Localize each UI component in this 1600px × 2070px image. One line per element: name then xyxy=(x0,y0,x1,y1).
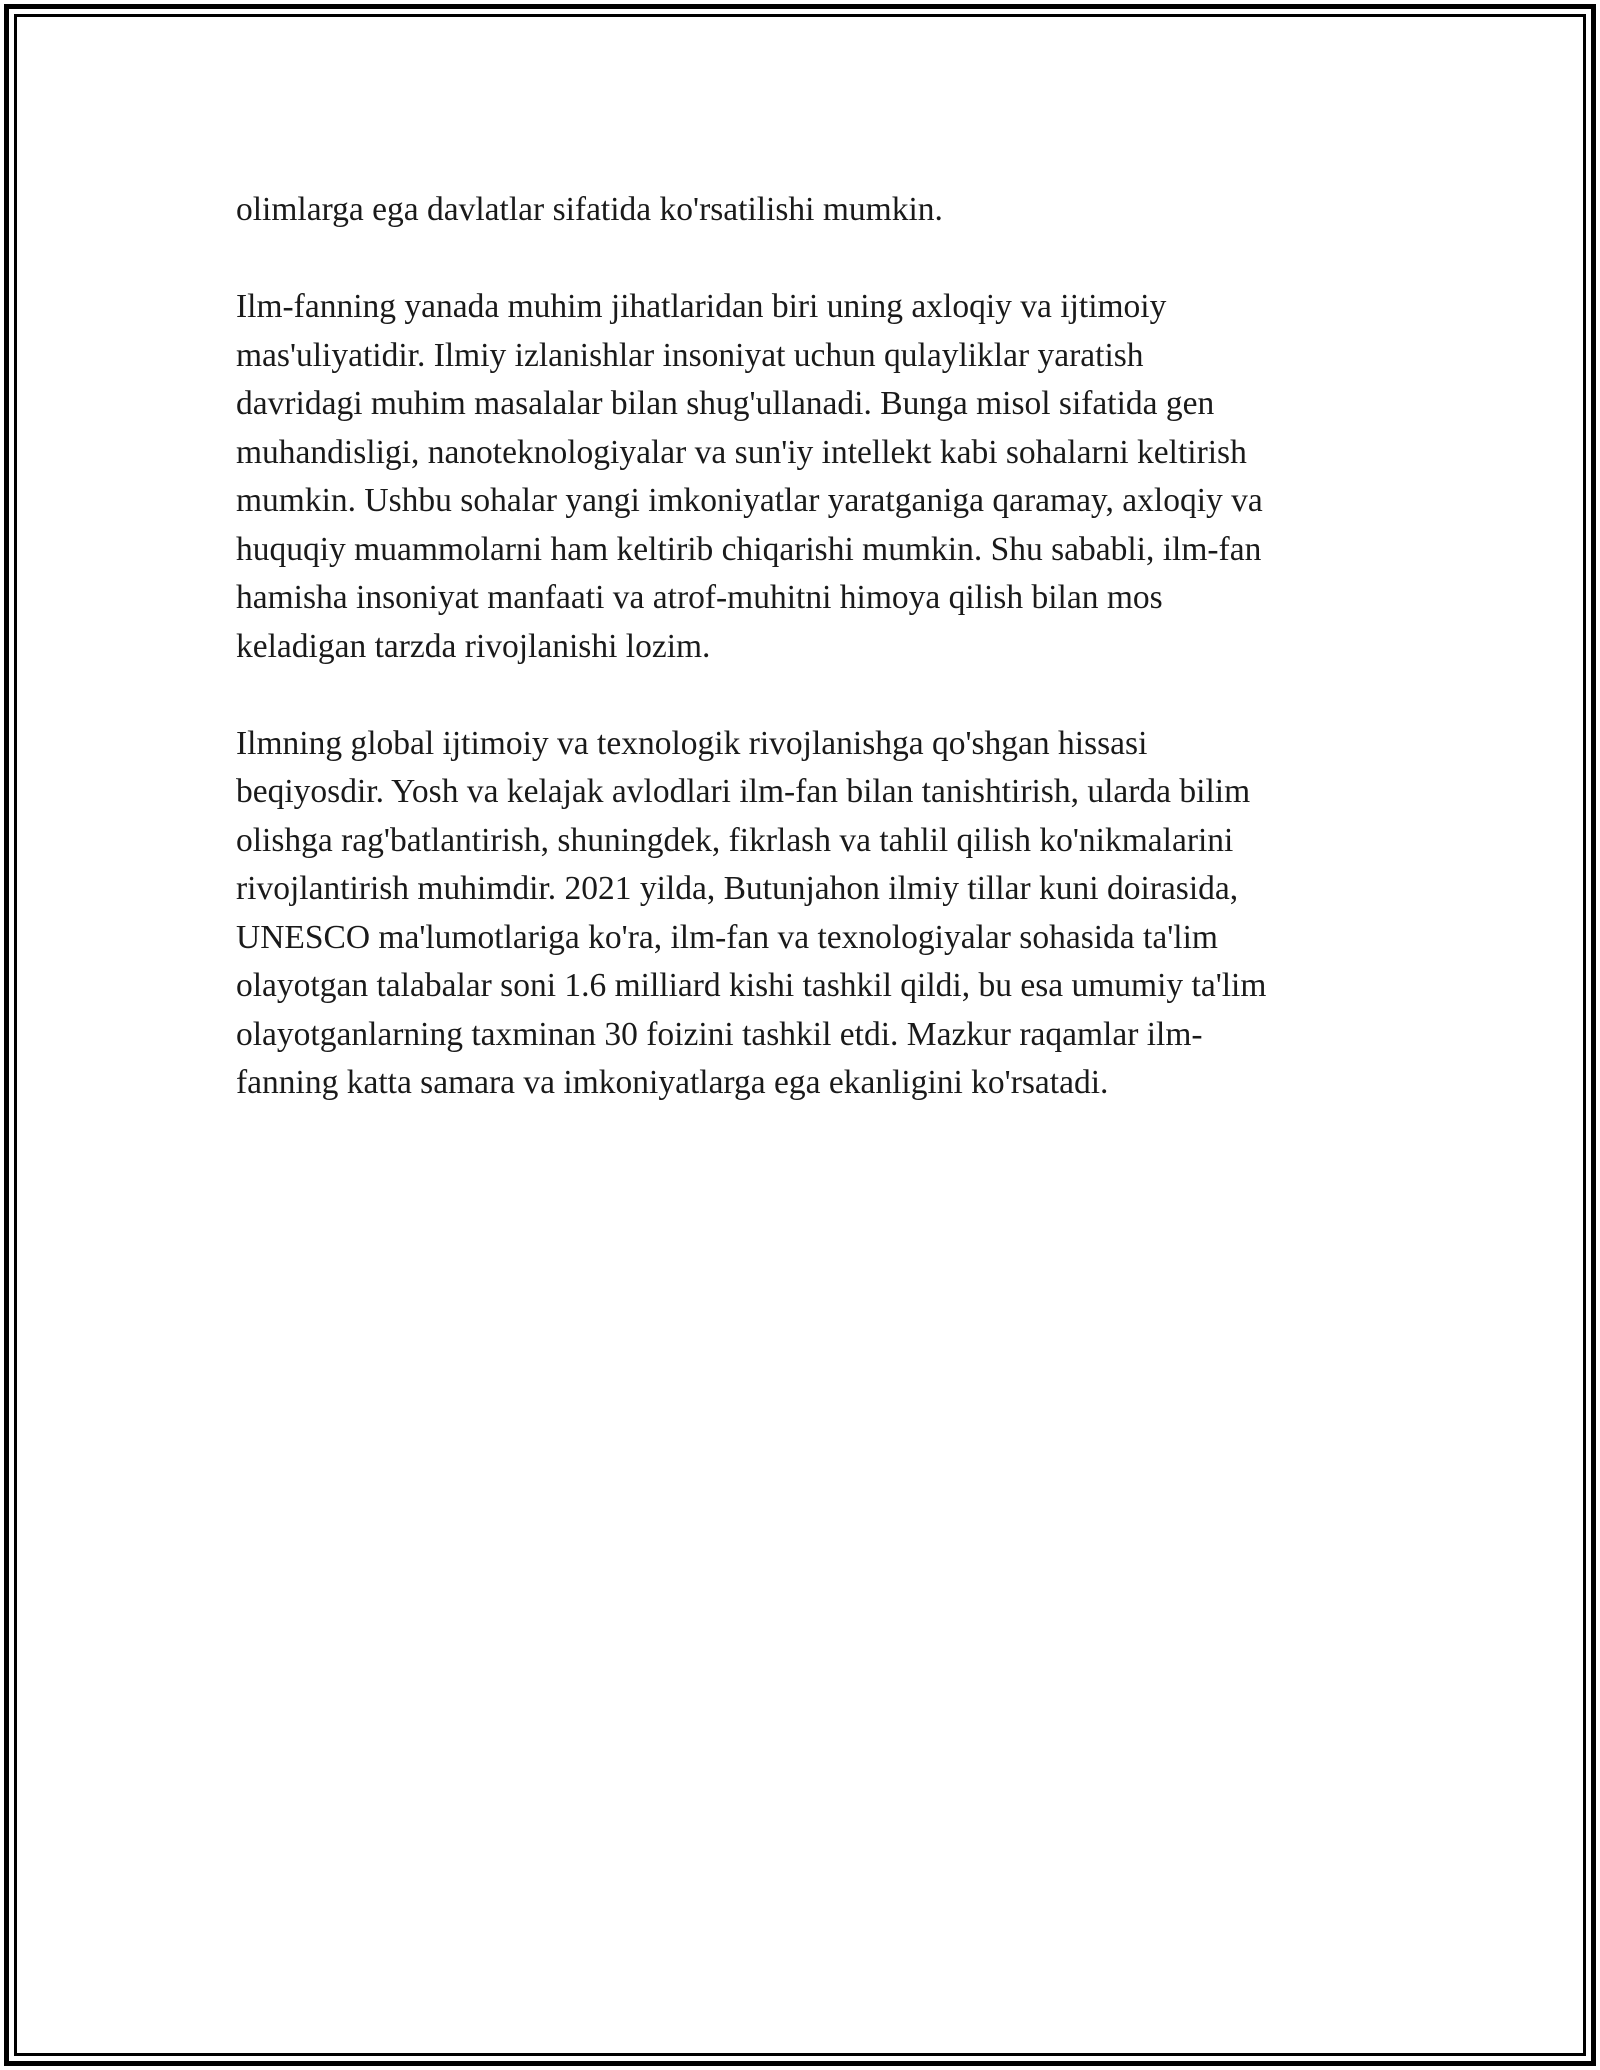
text-line: huquqiy muammolarni ham keltirib chiqarishi mumkin. Shu sababli, ilm-fan xyxy=(236,530,1262,568)
text-line: olayotgan talabalar soni 1.6 milliard kishi tashkil qildi, bu esa umumiy ta'lim xyxy=(236,967,1267,1004)
text-line: mas'uliyatidir. Ilmiy izlanishlar insoniyat uchun qulayliklar yaratish xyxy=(236,336,1144,374)
text-line: beqiyosdir. Yosh va kelajak avlodlari ilm-fan bilan tanishtirish, ularda bilim xyxy=(236,773,1251,810)
text-line: rivojlantirish muhimdir. 2021 yilda, Butunjahon ilmiy tillar kuni doirasida, xyxy=(236,870,1239,907)
text-line: olishga rag'batlantirish, shuningdek, fikrlash va tahlil qilish ko'nikmalarini xyxy=(236,821,1234,859)
text-line: muhandisligi, nanoteknologiyalar va sun'iy intellekt kabi sohalarni keltirish xyxy=(236,433,1247,471)
text-line: Ilm-fanning yanada muhim jihatlaridan biri uning axloqiy va ijtimoiy xyxy=(236,288,1167,325)
paragraph-1 xyxy=(236,186,1386,235)
paragraph-3 xyxy=(236,720,1386,1108)
text-line: olimlarga ega davlatlar sifatida ko'rsatilishi mumkin. xyxy=(236,191,943,228)
text-line: keladigan tarzda rivojlanishi lozim. xyxy=(236,627,711,665)
text-line: Ilmning global ijtimoiy va texnologik rivojlanishga qo'shgan hissasi xyxy=(236,724,1148,762)
text-line: olayotganlarning taxminan 30 foizini tashkil etdi. Mazkur raqamlar ilm- xyxy=(236,1015,1203,1053)
text-line: davridagi muhim masalalar bilan shug'ullanadi. Bunga misol sifatida gen xyxy=(236,385,1215,422)
text-line: fanning katta samara va imkoniyatlarga ega ekanligini ko'rsatadi. xyxy=(236,1064,1109,1101)
document-body xyxy=(236,186,1386,1156)
text-line: hamisha insoniyat manfaati va atrof-muhitni himoya qilish bilan mos xyxy=(236,579,1163,616)
paragraph-2 xyxy=(236,283,1386,671)
text-line: mumkin. Ushbu sohalar yangi imkoniyatlar yaratganiga qaramay, axloqiy va xyxy=(236,482,1263,519)
text-line: UNESCO ma'lumotlariga ko'ra, ilm-fan va texnologiyalar sohasida ta'lim xyxy=(236,918,1218,956)
